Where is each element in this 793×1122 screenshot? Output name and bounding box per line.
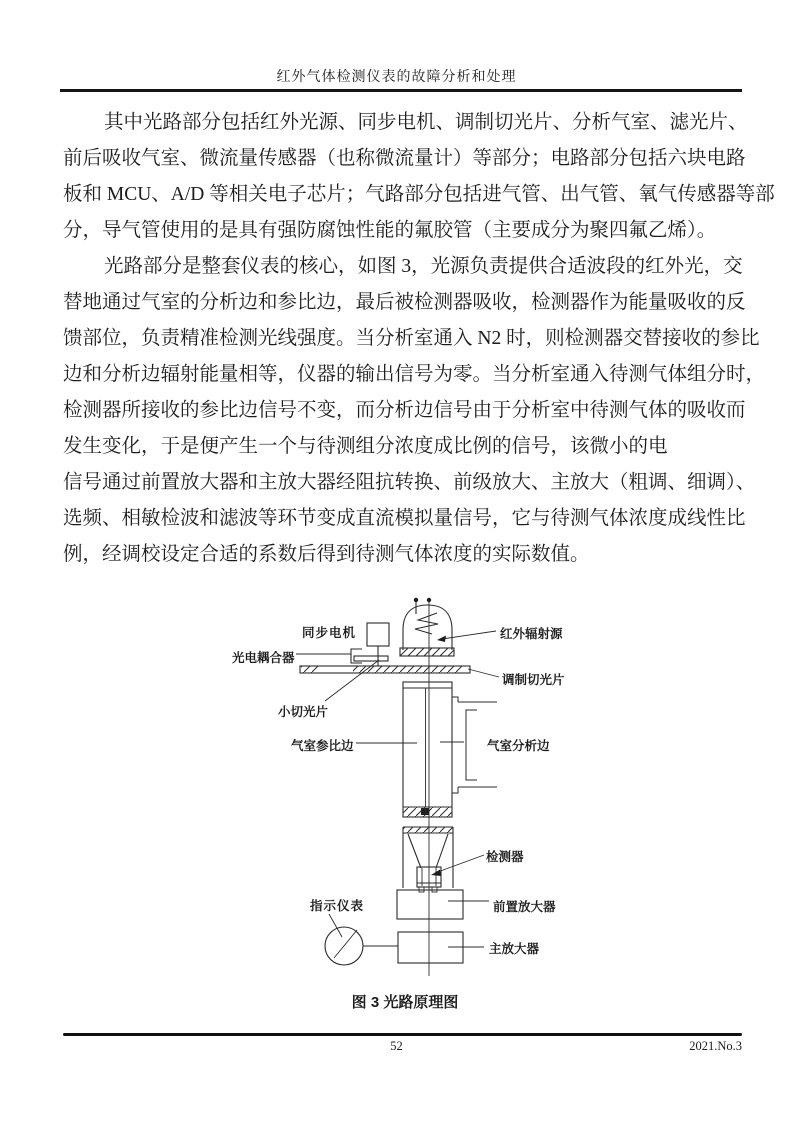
label-ir-source: 红外辐射源 — [500, 627, 563, 641]
body-line: 例，经调校设定合适的系数后得到待测气体浓度的实际数值。 — [63, 544, 590, 565]
body-line: 馈部位，负责精准检测光线强度。当分析室通入 N2 时，则检测器交替接收的参比 — [63, 328, 760, 349]
footer-page-number: 52 — [390, 1039, 403, 1053]
gauge-needle — [334, 930, 357, 958]
label-indicator-meter: 指示仪表 — [310, 899, 365, 913]
label-preamplifier: 前置放大器 — [493, 900, 556, 914]
indicator-gauge — [325, 927, 363, 965]
label-chamber-reference-side: 气室参比边 — [291, 739, 354, 753]
body-line: 信号通过前置放大器和主放大器经阻抗转换、前级放大、主放大（粗调、细调）、 — [63, 472, 756, 493]
ir-source-leader — [437, 631, 496, 642]
body-line: 边和分析边辐射能量相等，仪器的输出信号为零。当分析室通入待测气体组分时， — [63, 364, 766, 385]
label-main-amplifier: 主放大器 — [489, 942, 540, 956]
label-modulating-chopper: 调制切光片 — [502, 673, 565, 687]
header-rule — [60, 89, 742, 92]
filament-squiggle — [415, 613, 438, 634]
body-line: 分，导气管使用的是具有强防腐蚀性能的氟胶管（主要成分为聚四氟乙烯）。 — [63, 220, 717, 241]
preamplifier-box — [397, 890, 463, 919]
footer-rule — [63, 1033, 742, 1036]
page-header-title: 红外气体检测仪表的故障分析和处理 — [276, 70, 517, 85]
footer-issue-number: 2021.No.3 — [689, 1039, 742, 1053]
small-chopper-blade — [354, 656, 388, 661]
gas-chamber — [403, 682, 452, 817]
detector-housing — [403, 827, 453, 892]
figure-caption: 图 3 光路原理图 — [351, 994, 459, 1011]
chopper-disc — [300, 666, 470, 673]
body-line: 发生变化，于是便产生一个与待测组分浓度成比例的信号，该微小的电 — [63, 436, 668, 457]
body-line: 板和 MCU、A/D 等相关电子芯片；气路部分包括进气管、出气管、氧气传感器等部 — [63, 184, 775, 205]
body-line: 替地通过气室的分析边和参比边，最后被检测器吸收，检测器作为能量吸收的反 — [63, 292, 746, 313]
label-small-chopper: 小切光片 — [278, 705, 329, 719]
body-line: 检测器所接收的参比边信号不变，而分析边信号由于分析室中待测气体的吸收而 — [63, 400, 746, 421]
chopper-leader — [468, 669, 499, 677]
optical-path-schematic — [220, 588, 590, 1020]
label-photocoupler: 光电耦合器 — [232, 651, 295, 665]
body-text — [63, 105, 775, 573]
body-line: 其中光路部分包括红外光源、同步电机、调制切光片、分析气室、滤光片、 — [104, 112, 748, 133]
main-amplifier-box — [398, 932, 463, 963]
body-line: 光路部分是整套仪表的核心，如图 3，光源负责提供合适波段的红外光，交 — [104, 256, 743, 277]
chamber-window-block — [421, 808, 429, 815]
body-line: 选频、相敏检波和滤波等环节变成直流模拟量信号，它与待测气体浓度成线性比 — [63, 508, 746, 529]
label-detector: 检测器 — [486, 850, 524, 864]
body-line: 前后吸收气室、微流量传感器（也称微流量计）等部分；电路部分包括六块电路 — [63, 148, 746, 169]
label-sync-motor: 同步电机 — [302, 626, 357, 640]
label-chamber-analysis-side: 气室分析边 — [487, 739, 550, 753]
ir-source-dome — [400, 605, 454, 656]
indicator-leader — [329, 914, 342, 937]
optical-path-diagram — [220, 588, 590, 1020]
